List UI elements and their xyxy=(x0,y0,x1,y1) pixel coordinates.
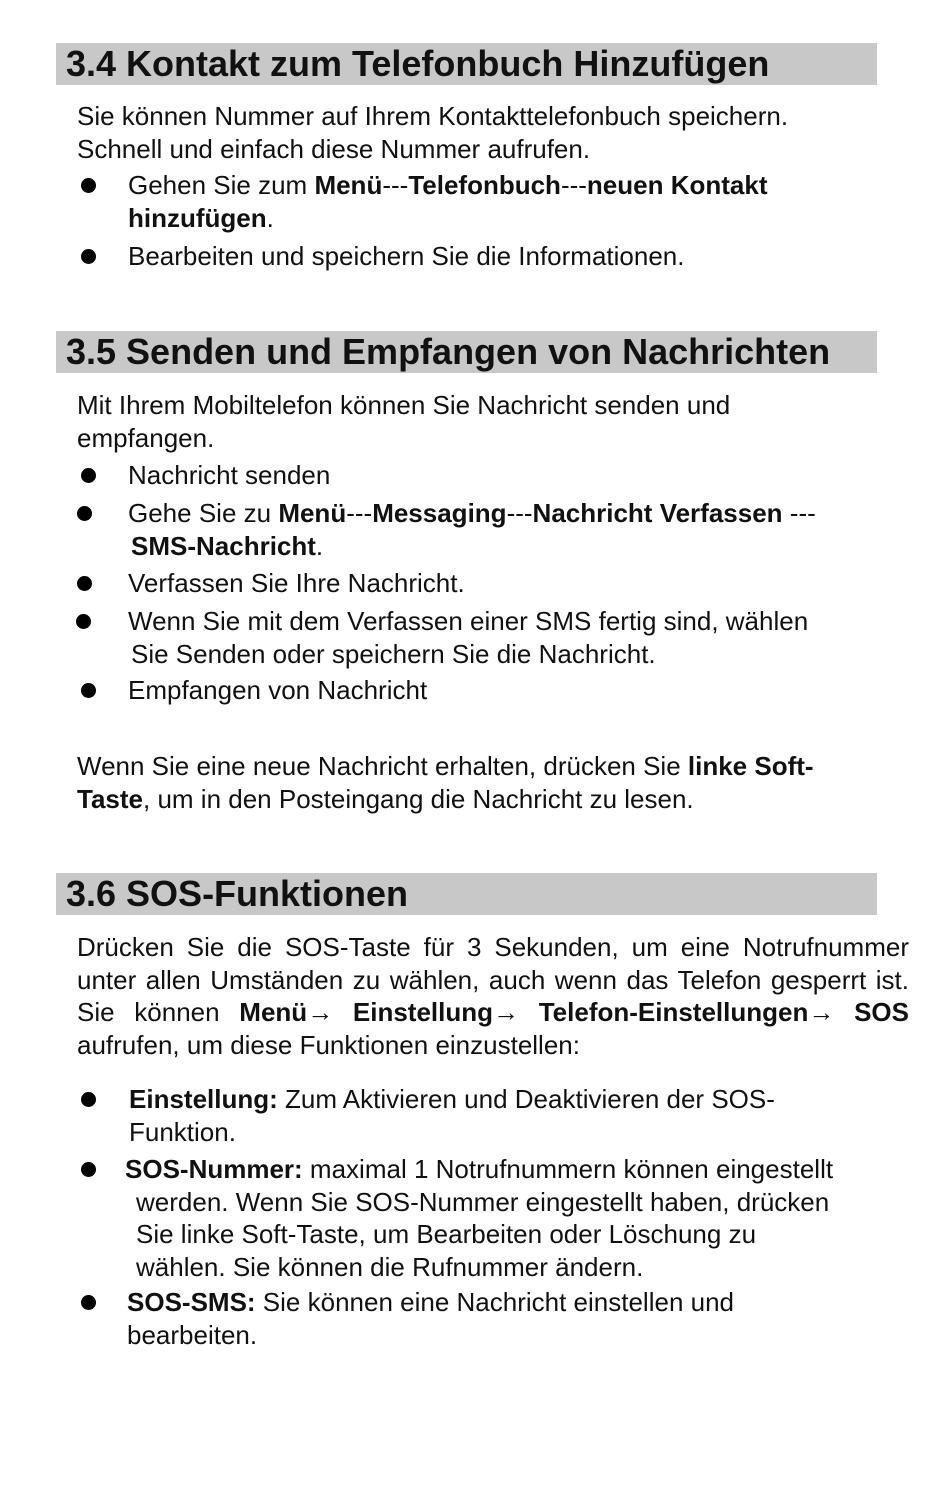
section-3-4-intro xyxy=(77,100,909,165)
list-item-text: SOS-Nummer: maximal 1 Notrufnummern können eingestellt werden. Wenn Sie SOS-Nummer eingestellt haben, drücken Sie linke Soft-Taste, um Bearbeiten oder Löschung zu wählen. Sie können die Rufnummer ändern. xyxy=(125,1154,834,1282)
bullet-icon xyxy=(81,683,96,698)
receive-paragraph: Wenn Sie eine neue Nachricht erhalten, drücken Sie linke Soft- Taste, um in den Posteingang die Nachricht zu lesen. xyxy=(77,751,814,814)
section-heading-3-4: 3.4 Kontakt zum Telefonbuch Hinzufügen xyxy=(56,43,877,85)
bullet-icon xyxy=(77,506,92,521)
bullet-icon xyxy=(77,576,92,591)
section-heading-3-5: 3.5 Senden und Empfangen von Nachrichten xyxy=(56,331,877,373)
section-heading-3-6: 3.6 SOS-Funktionen xyxy=(56,873,877,915)
list-item-text: Einstellung: Zum Aktivieren und Deaktivieren der SOS- Funktion. xyxy=(129,1084,775,1147)
bullet-icon xyxy=(76,614,91,629)
section-3-6-intro: Drücken Sie die SOS-Taste für 3 Sekunden, um eine Notrufnummer unter allen Umständen zu wählen, auch wenn das Telefon gesperrt ist. Sie können Menü→ Einstellung→ Telefon-Einstellungen→ SOS aufrufen, um diese Funktionen einzustellen: xyxy=(77,932,909,1060)
list-item-text: Wenn Sie mit dem Verfassen einer SMS fertig sind, wählen Sie Senden oder speichern Sie die Nachricht. xyxy=(128,606,809,669)
intro-line: Mit Ihrem Mobiltelefon können Sie Nachricht senden und xyxy=(77,390,731,420)
bullet-icon xyxy=(81,1162,96,1177)
list-item-text: Gehen Sie zum Menü---Telefonbuch---neuen Kontakt hinzufügen. xyxy=(128,170,768,233)
bullet-icon xyxy=(81,468,96,483)
intro-line: Schnell und einfach diese Nummer aufrufen. xyxy=(77,133,591,164)
bullet-icon xyxy=(81,1295,96,1310)
list-item-text: SOS-SMS: Sie können eine Nachricht einstellen und bearbeiten. xyxy=(127,1287,735,1350)
intro-line: Sie können Nummer auf Ihrem Kontakttelefonbuch speichern. xyxy=(77,101,789,131)
section-3-5-intro xyxy=(77,389,909,454)
list-item-text: Empfangen von Nachricht xyxy=(128,675,428,705)
list-item-text: Gehe Sie zu Menü---Messaging---Nachricht Verfassen --- SMS-Nachricht. xyxy=(128,498,816,561)
intro-line: empfangen. xyxy=(77,422,215,453)
list-item-text: Verfassen Sie Ihre Nachricht. xyxy=(128,568,465,598)
bullet-icon xyxy=(81,1092,96,1107)
bullet-icon xyxy=(81,178,96,193)
bullet-icon xyxy=(81,249,96,264)
list-item-text: Nachricht senden xyxy=(128,460,331,490)
list-item-text: Bearbeiten und speichern Sie die Informationen. xyxy=(128,241,685,271)
